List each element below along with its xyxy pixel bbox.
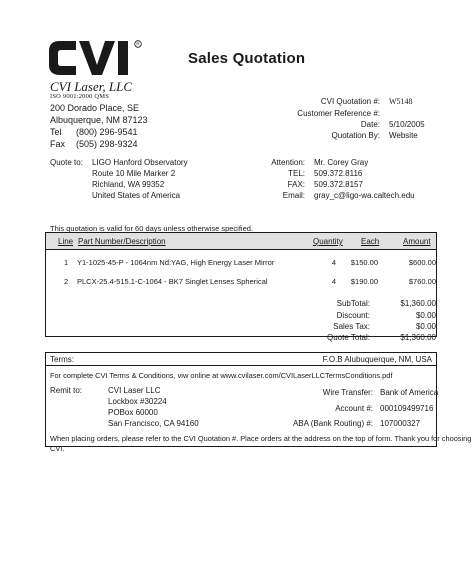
column-header-each: Each xyxy=(361,237,380,246)
company-tel: (800) 296-9541 xyxy=(76,127,138,137)
company-name: CVI Laser, LLC xyxy=(50,79,132,94)
column-header-line: Line xyxy=(58,237,74,246)
discount-value: $0.00 xyxy=(415,311,436,320)
account-number-label: Account #: xyxy=(335,404,373,413)
table-row-line: 1 xyxy=(64,258,69,267)
customer-reference-label: Customer Reference #: xyxy=(297,109,380,118)
contact-fax-label: FAX: xyxy=(287,180,305,189)
table-row-each: $150.00 xyxy=(350,258,378,267)
quote-to-line: Richland, WA 99352 xyxy=(92,180,165,189)
remit-address-line: San Francisco, CA 94160 xyxy=(108,419,199,428)
subtotal-label: SubTotal: xyxy=(336,299,370,308)
quote-to-line: Route 10 Mile Marker 2 xyxy=(92,169,176,178)
company-address-line-2: Albuquerque, NM 87123 xyxy=(50,115,148,125)
subtotal-value: $1,360.00 xyxy=(400,299,436,308)
contact-email: gray_c@ligo-wa.caltech.edu xyxy=(314,191,415,200)
terms-label: Terms: xyxy=(50,355,74,364)
table-row-each: $190.00 xyxy=(350,277,378,286)
aba-routing-label: ABA (Bank Routing) #: xyxy=(292,419,373,428)
quotation-date: 5/10/2005 xyxy=(389,120,425,129)
quote-total-label: Quote Total: xyxy=(327,333,370,342)
terms-box xyxy=(45,352,437,447)
contact-tel-label: TEL: xyxy=(288,169,305,178)
svg-text:R: R xyxy=(136,41,140,47)
column-header-quantity: Quantity xyxy=(313,237,343,246)
contact-tel: 509.372.8116 xyxy=(314,169,363,178)
company-address-line-1: 200 Dorado Place, SE xyxy=(50,103,140,113)
table-row-part: Y1-1025-45-P - 1064nm Nd:YAG, High Energy Laser Mirror xyxy=(77,258,275,267)
attention-name: Mr. Corey Gray xyxy=(314,158,369,167)
attention-label: Attention: xyxy=(271,158,305,167)
aba-routing-number: 107000327 xyxy=(380,419,421,428)
quote-to-line: United States of America xyxy=(92,191,181,200)
contact-fax: 509.372.8157 xyxy=(314,180,363,189)
date-label: Date: xyxy=(360,120,380,129)
quotation-number: W5148 xyxy=(389,97,413,106)
contact-email-label: Email: xyxy=(282,191,305,200)
page-title: Sales Quotation xyxy=(188,50,306,67)
discount-label: Discount: xyxy=(336,311,370,320)
account-number: 000109499716 xyxy=(380,404,434,413)
company-tel-label: Tel xyxy=(50,127,62,137)
table-row-quantity: 4 xyxy=(331,258,336,267)
column-header-part: Part Number/Description xyxy=(78,237,166,246)
iso-certification: ISO 9001:2000 QMS xyxy=(50,93,110,100)
table-row-part: PLCX-25.4-515.1-C-1064 - BK7 Singlet Lenses Spherical xyxy=(77,277,268,286)
quotation-by-label: Quotation By: xyxy=(331,131,380,140)
table-row-line: 2 xyxy=(64,277,69,286)
quotation-number-label: CVI Quotation #: xyxy=(320,97,380,106)
quote-to-line: LIGO Hanford Observatory xyxy=(92,158,188,167)
sales-tax-label: Sales Tax: xyxy=(333,322,370,331)
quote-to-label: Quote to: xyxy=(50,158,83,167)
remit-address-line: POBox 60000 xyxy=(108,408,158,417)
quotation-by: Website xyxy=(389,131,418,140)
table-row-amount: $760.00 xyxy=(408,277,436,286)
table-row-quantity: 4 xyxy=(331,277,336,286)
company-fax-label: Fax xyxy=(50,139,66,149)
cvi-logo xyxy=(46,37,146,79)
sales-tax-value: $0.00 xyxy=(415,322,436,331)
remit-to-label: Remit to: xyxy=(50,386,83,395)
column-header-amount: Amount xyxy=(403,237,431,246)
wire-transfer-label: Wire Transfer: xyxy=(322,388,373,397)
wire-transfer-bank: Bank of America xyxy=(380,388,439,397)
ordering-note: When placing orders, please refer to the CVI Quotation #. Place orders at the address on the top of form. Thank you for choosing CVI. xyxy=(50,434,472,453)
validity-note: This quotation is valid for 60 days unless otherwise specified. xyxy=(50,224,254,233)
remit-address-line: CVI Laser LLC xyxy=(108,386,161,395)
table-row-amount: $600.00 xyxy=(408,258,436,267)
fob-terms: F.O.B Alubuquerque, NM, USA xyxy=(322,355,432,364)
remit-address-line: Lockbox #30224 xyxy=(108,397,167,406)
terms-conditions: For complete CVI Terms & Conditions, viw online at www.cvilaser.com/CVILaserLLCTermsConditions.pdf xyxy=(50,371,393,380)
company-fax: (505) 298-9324 xyxy=(76,139,138,149)
quote-total-value: $1,360.00 xyxy=(400,333,436,342)
